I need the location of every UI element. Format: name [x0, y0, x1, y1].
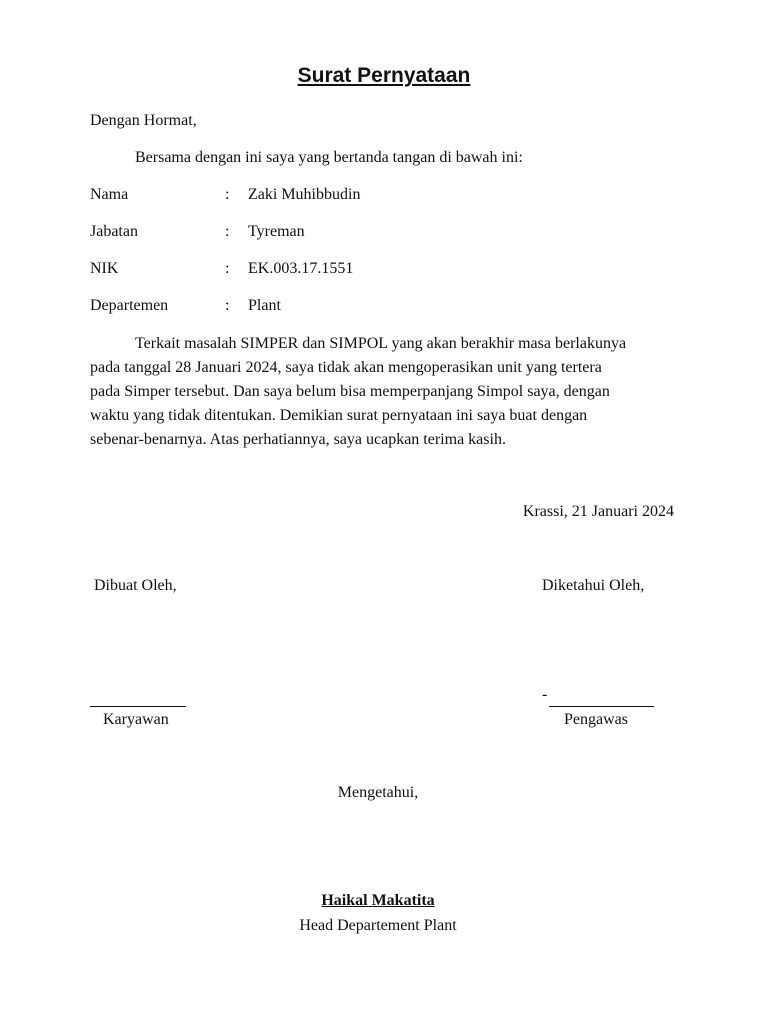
field-jabatan [90, 223, 690, 245]
paragraph-line: pada tanggal 28 Januari 2024, saya tidak akan mengoperasikan unit yang tertera [90, 359, 602, 376]
acknowledge-heading: Mengetahui, [337, 784, 419, 801]
field-nik [90, 260, 690, 282]
field-departemen [90, 297, 690, 319]
paragraph-line: pada Simper tersebut. Dan saya belum bisa memperpanjang Simpol saya, dengan [90, 383, 610, 400]
greeting: Dengan Hormat, [90, 112, 197, 129]
field-value: Plant [248, 297, 281, 314]
field-label: Nama [90, 186, 129, 203]
employee-role: Karyawan [103, 711, 169, 728]
supervisor-signature-dash: - [542, 686, 548, 703]
paragraph-line: sebenar-benarnya. Atas perhatiannya, saya ucapkan terima kasih. [90, 431, 506, 448]
supervisor-role: Pengawas [564, 711, 628, 728]
statement-paragraph [90, 332, 690, 452]
field-label: NIK [90, 260, 119, 277]
paragraph-line: waktu yang tidak ditentukan. Demikian surat pernyataan ini saya buat dengan [90, 407, 588, 424]
letter-title: Surat Pernyataan [297, 64, 471, 87]
field-colon: : [225, 260, 230, 277]
employee-signature-line [90, 688, 186, 707]
field-label: Jabatan [90, 223, 138, 240]
field-value: EK.003.17.1551 [248, 260, 354, 277]
field-value: Zaki Muhibbudin [248, 186, 361, 203]
paragraph-line: Terkait masalah SIMPER dan SIMPOL yang akan berakhir masa berlakunya [135, 335, 627, 352]
head-name-text: Haikal Makatita [321, 892, 435, 909]
known-by-heading: Diketahui Oleh, [542, 577, 645, 594]
head-position: Head Departement Plant [299, 917, 457, 934]
place-date: Krassi, 21 Januari 2024 [522, 503, 674, 520]
field-colon: : [225, 297, 230, 314]
field-label: Departemen [90, 297, 169, 314]
made-by-heading: Dibuat Oleh, [94, 577, 177, 594]
field-colon: : [225, 186, 230, 203]
field-value: Tyreman [248, 223, 305, 240]
intro-sentence: Bersama dengan ini saya yang bertanda tangan di bawah ini: [135, 149, 523, 166]
head-name [0, 892, 756, 910]
field-colon: : [225, 223, 230, 240]
field-nama [90, 186, 690, 208]
supervisor-signature-line [549, 688, 654, 707]
